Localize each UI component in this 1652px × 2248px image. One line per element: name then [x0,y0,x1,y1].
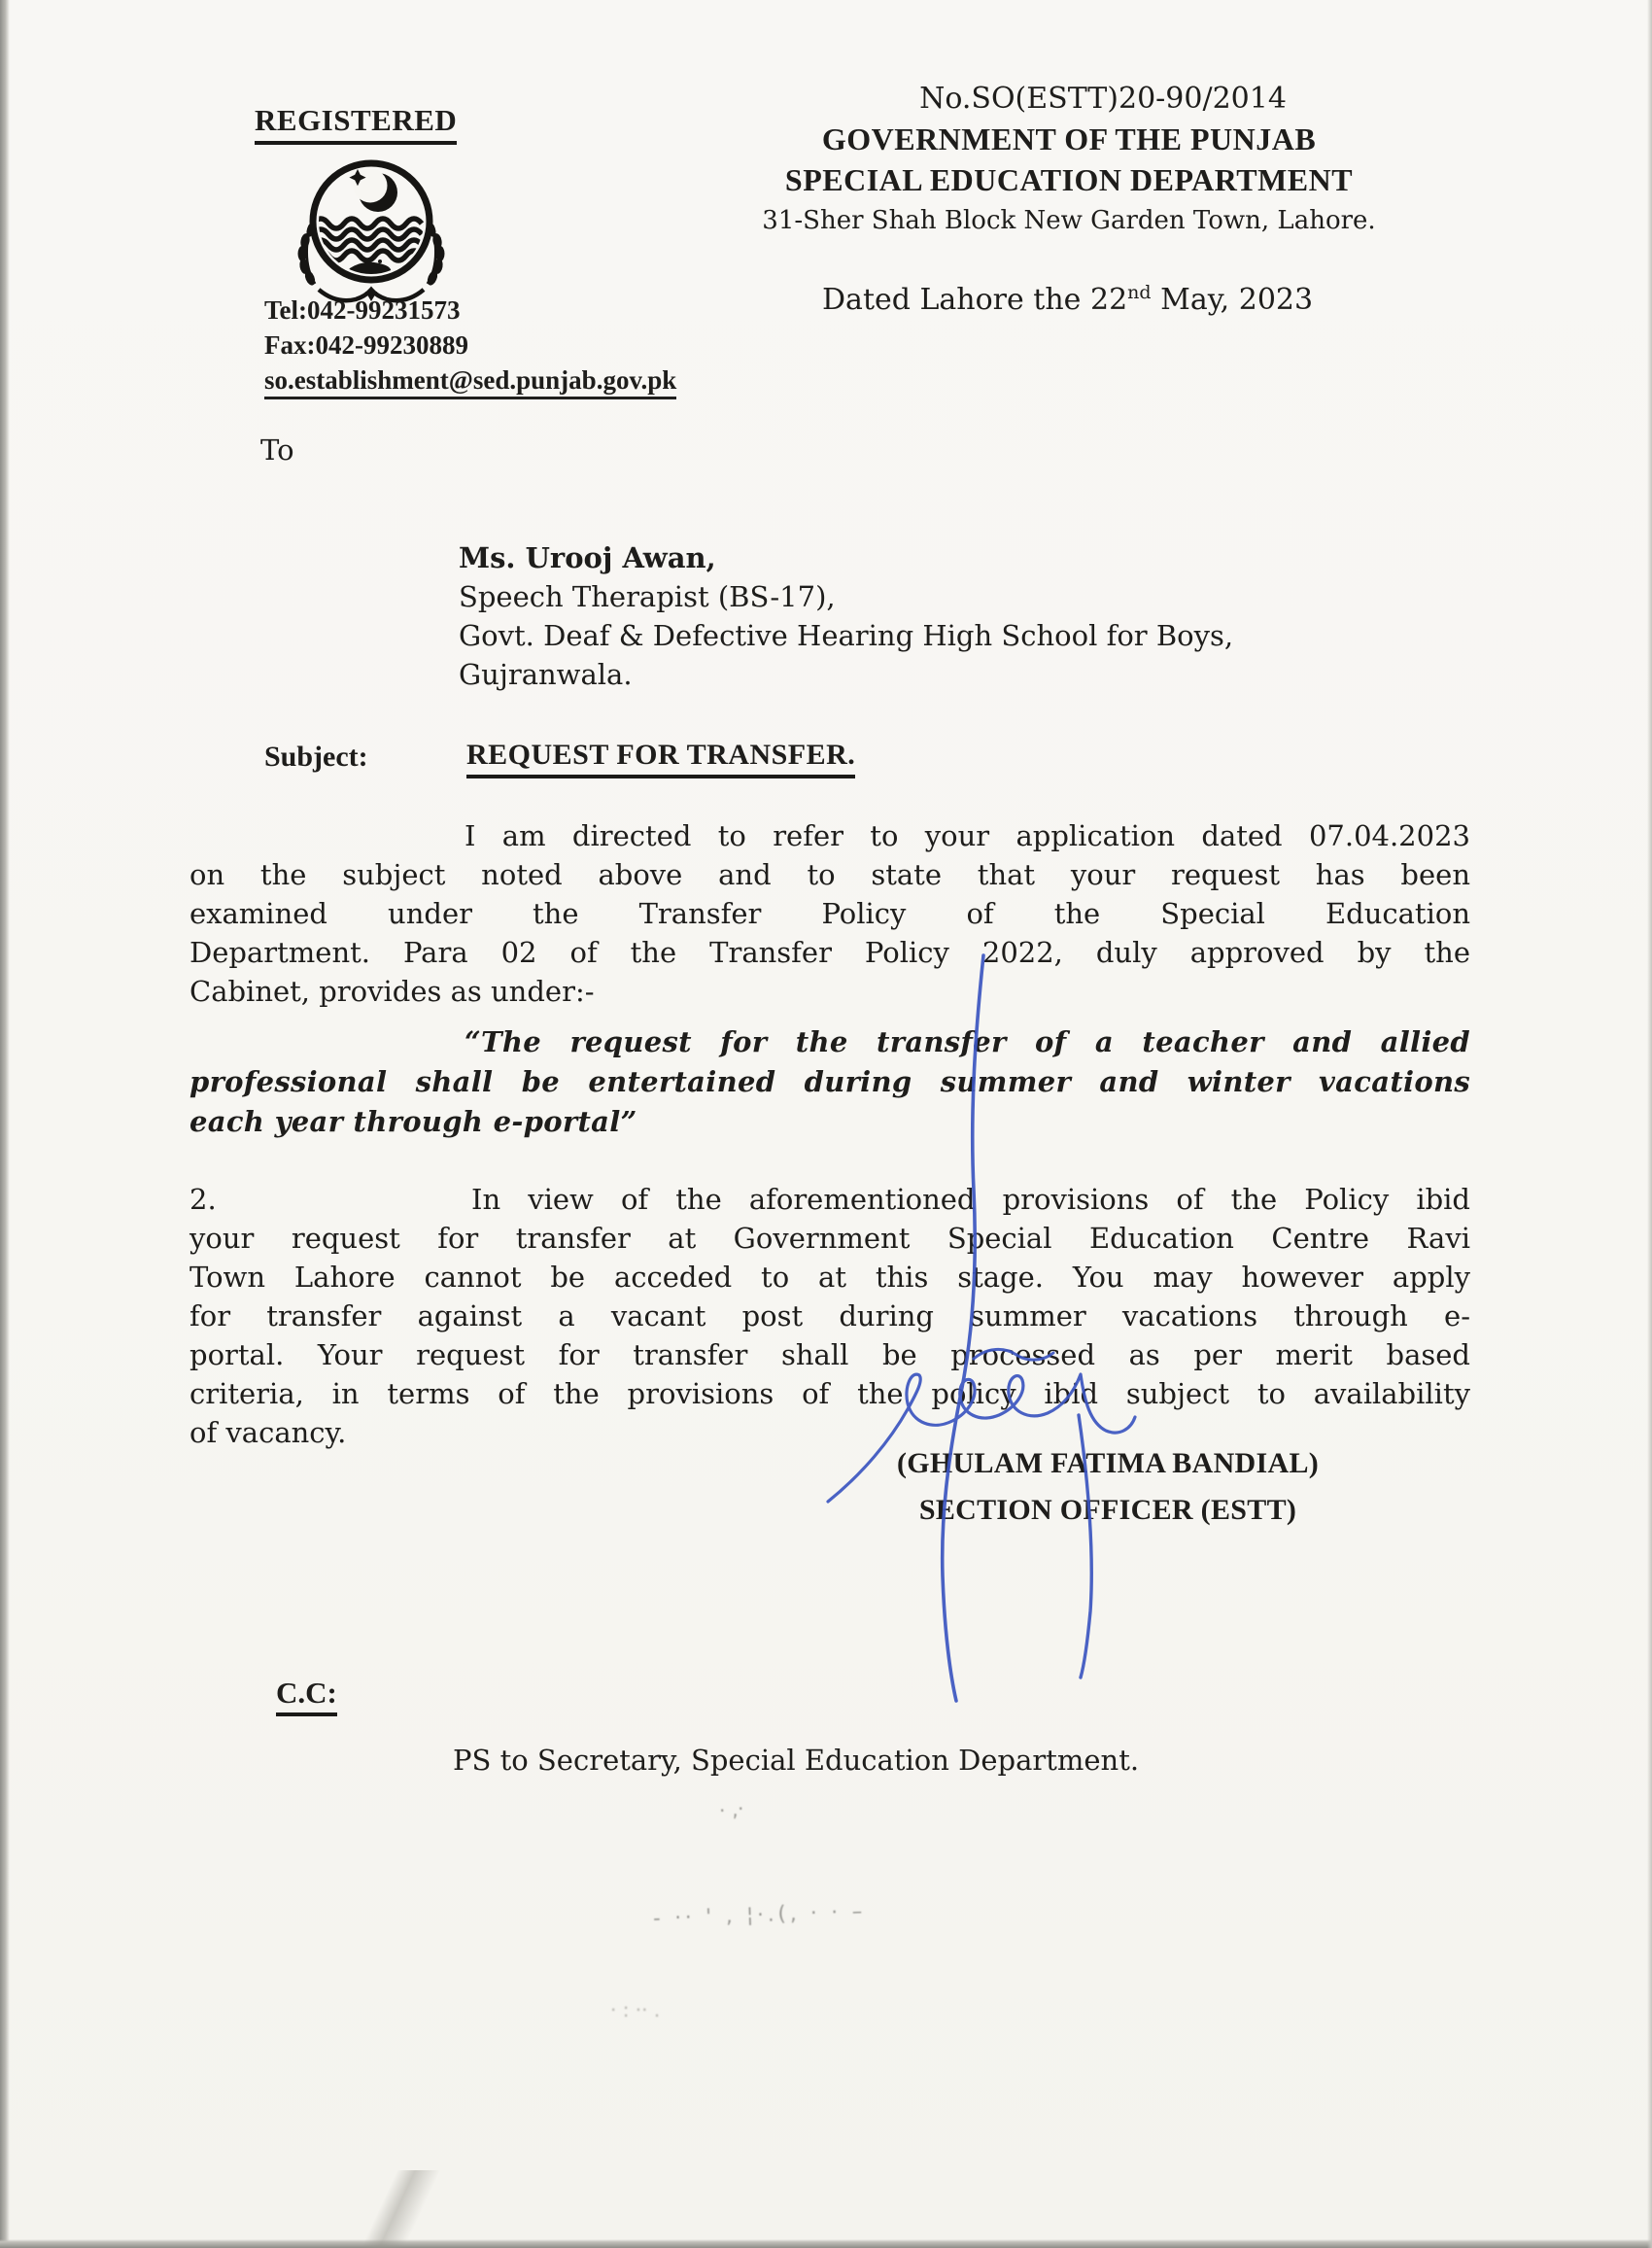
punjab-crest-icon [284,144,459,311]
quote-line: each year through e-portal” [189,1105,637,1138]
reference-number: No.SO(ESTT)20-90/2014 [919,82,1287,116]
para2-line: portal. Your request for transfer shall be processed as per merit based [189,1338,1470,1371]
para2-line: Town Lahore cannot be acceded to at this stage. You may however apply [189,1261,1470,1294]
para2-number: 2. [189,1183,217,1216]
para2-line: In view of the aforementioned provisions of the Policy ibid [471,1183,1470,1216]
registered-stamp: REGISTERED [255,103,457,145]
scan-edge-left [0,0,10,2248]
para1-line: on the subject noted above and to state that your request has been [189,858,1470,891]
pencil-smudge: - ·· ' ‚ ¦·.(‚ · · – [652,1899,867,1930]
tel-line: Tel:042-99231573 [264,295,461,325]
recipient-name: Ms. Urooj Awan, [459,541,716,574]
para2-line: for transfer against a vacant post during summer vacations through e- [189,1299,1470,1332]
recipient-city: Gujranwala. [459,658,633,691]
quote-line: professional shall be entertained during summer and winter vacations [189,1065,1470,1098]
policy-quote [189,1022,1470,1142]
para2-line [189,1180,1470,1219]
recipient-salutation: To [260,433,294,467]
signatory-block [865,1440,1351,1534]
para1-line: I am directed to refer to your application dated 07.04.2023 [465,819,1470,852]
signatory-title: SECTION OFFICER (ESTT) [918,1494,1297,1526]
paper-fold-shadow [321,2170,466,2248]
para1-line: Cabinet, provides as under:- [189,975,595,1008]
pencil-smudge: · : ·· . [610,1998,661,2022]
date-ordinal: nd [1127,282,1152,303]
fax-line: Fax:042-99230889 [264,330,468,360]
date-suffix: May, 2023 [1151,283,1314,317]
subject-text: REQUEST FOR TRANSFER. [466,739,855,778]
cc-label: C.C: [276,1676,337,1716]
recipient-block [459,538,1233,694]
paragraph-1 [189,816,1470,1011]
para2-line: of vacancy. [189,1416,347,1449]
quote-line: “The request for the transfer of a teacher and allied [465,1025,1470,1058]
pencil-smudge: · ,· [717,1796,745,1823]
cc-recipient-line: PS to Secretary, Special Education Department. [453,1744,1140,1777]
para1-line: examined under the Transfer Policy of the Special Education [189,897,1470,930]
scan-edge-bottom [0,2239,1652,2248]
subject-label: Subject: [264,741,368,773]
date-prefix: Dated Lahore the 22 [822,283,1128,317]
email-line: so.establishment@sed.punjab.gov.pk [264,365,676,399]
para1-line: Department. Para 02 of the Transfer Policy 2022, duly approved by the [189,936,1470,969]
signatory-name: (GHULAM FATIMA BANDIAL) [896,1447,1320,1479]
recipient-designation: Speech Therapist (BS-17), [459,580,836,613]
river-waves [313,219,422,260]
government-title: GOVERNMENT OF THE PUNJAB [821,121,1317,156]
department-title: SPECIAL EDUCATION DEPARTMENT [784,162,1354,197]
para2-line: your request for transfer at Government Special Education Centre Ravi [189,1222,1470,1255]
letterhead-block [719,82,1419,235]
recipient-school: Govt. Deaf & Defective Hearing High School for Boys, [459,619,1234,652]
paragraph-2 [189,1180,1470,1452]
punjab-crest-logo [284,144,459,315]
department-address: 31-Sher Shah Block New Garden Town, Lahore. [762,206,1376,235]
para2-line: criteria, in terms of the provisions of the policy ibid subject to availability [189,1377,1470,1410]
scan-edge-right [1647,0,1652,2248]
date-line [822,282,1313,317]
